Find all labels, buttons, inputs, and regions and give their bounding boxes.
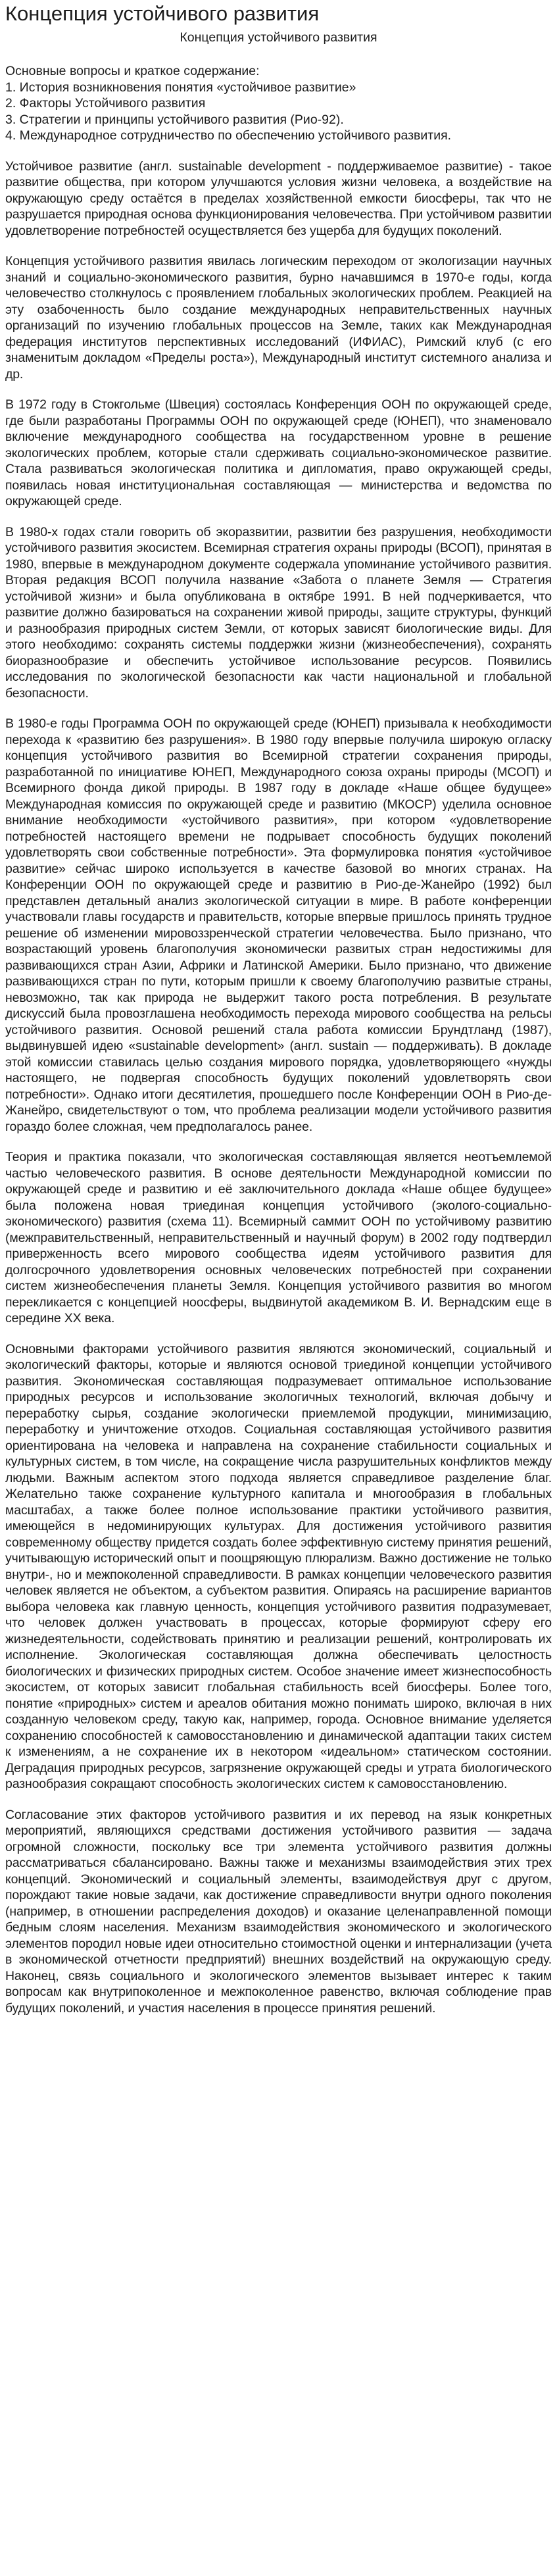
paragraph-coordination: Согласование этих факторов устойчивого развития и их перевод на язык конкретных мероприятий, являющихся средствами достижения устойчивого развития — задача огромной сложности, поскольку все три элемента устойчивого развития должны рассматриваться сбалансировано. Важны также и механизмы взаимодействия этих трех концепций. Экономический и социальный элементы, взаимодействуя друг с другом, порождают такие новые задачи, как достижение справедливости внутри одного поколения (например, в отношении распределения доходов) и оказание целенаправленной помощи бедным слоям населения. Механизм взаимодействия экономического и экологического элементов породил новые идеи относительно стоимостной оценки и интернализации (учета в экономической отчетности предприятий) внешних воздействий на окружающую среду. Наконец, связь социального и экологического элементов вызывает интерес к таким вопросам как внутрипоколенное и межпоколенное равенство, включая соблюдение прав будущих поколений, и участия населения в процессе принятия решений.: [5, 1807, 552, 2016]
toc-item-1: 1. История возникновения понятия «устойчивое развитие»: [5, 80, 356, 95]
toc-item-2: 2. Факторы Устойчивого развития: [5, 96, 206, 111]
paragraph-definition: Устойчивое развитие (англ. sustainable development - поддерживаемое развитие) - такое развитие общества, при котором улучшаются условия жизни человека, а воздействие на окружающую среду остаётся в пределах хозяйственной емкости биосферы, так что не разрушается природная основа функционирования человечества. При устойчивом развитии удовлетворение потребностей осуществляется без ущерба для будущих поколений.: [5, 159, 552, 238]
page-title: Концепция устойчивого развития: [5, 2, 320, 25]
paragraph-1980s-strategy: В 1980-х годах стали говорить об экоразвитии, развитии без разрушения, необходимости устойчивого развития экосистем. Всемирная стратегия охраны природы (ВСОП), принятая в 1980, впервые в международном документе содержала упоминание устойчивого развития. Вторая редакция ВСОП получила название «Забота о планете Земля — Стратегия устойчивой жизни» и была опубликована в октябре 1991. В ней подчеркивается, что развитие должно базироваться на сохранении живой природы, защите структуры, функций и разнообразия природных систем Земли, от которых зависят биологические виды. Для этого необходимо: сохранять системы поддержки жизни (жизнеобеспечения), сохранять биоразнообразие и обеспечить устойчивое использование ресурсов. Появились исследования по экологической безопасности как части национальной и глобальной безопасности.: [5, 524, 552, 701]
toc-item-3: 3. Стратегии и принципы устойчивого развития (Рио-92).: [5, 112, 344, 127]
paragraph-stockholm-1972: В 1972 году в Стокгольме (Швеция) состоялась Конференция ООН по окружающей среде, где были разработаны Программы ООН по окружающей среде (ЮНЕП), что знаменовало включение международного сообщества на государственном уровне в решение экологических проблем, которые стали сдерживать социально-экономическое развитие. Стала развиваться экологическая политика и дипломатия, право окружающей среды, появилась новая институциональная составляющая — министерства и ведомства по окружающей среде.: [5, 397, 552, 508]
toc-list: [5, 80, 552, 144]
paragraph-concept-origin: Концепция устойчивого развития явилась логическим переходом от экологизации научных знаний и социально-экономического развития, бурно начавшимся в 1970-е годы, когда человечество столкнулось с проявлением глобальных экологических проблем. Реакцией на эту озабоченность было создание международных неправительственных научных организаций по изучению глобальных процессов на Земле, таких как Международная федерация институтов перспективных исследований (ИФИАС), Римский клуб (с его знаменитым докладом «Пределы роста»), Международный институт системного анализа и др.: [5, 254, 552, 382]
paragraph-unep-rio: В 1980-е годы Программа ООН по окружающей среде (ЮНЕП) призывала к необходимости перехода к «развитию без разрушения». В 1980 году впервые получила широкую огласку концепция устойчивого развития во Всемирной стратегии сохранения природы, разработанной по инициативе ЮНЕП, Международного союза охраны природы (МСОП) и Всемирного фонда дикой природы. В 1987 году в докладе «Наше общее будущее» Международная комиссия по окружающей среде и развитию (МКОСР) уделила основное внимание необходимости «устойчивого развития», при котором «удовлетворение потребностей настоящего времени не подрывает способность будущих поколений удовлетворять свои собственные потребности». Эта формулировка понятия «устойчивое развитие» сейчас широко используется в качестве базовой во многих странах. На Конференции ООН по окружающей среде и развитию в Рио-де-Жанейро (1992) был представлен детальный анализ экологической ситуации в мире. В работе конференции участвовали главы государств и правительств, которые впервые пришлось принять трудное решение об изменении мировоззренческой стратегии человечества. Было признано, что возрастающий уровень благополучия экономически развитых стран недостижимы для развивающихся стран Азии, Африки и Латинской Америки. Было признано, что движение развивающихся стран по пути, которым пришли к своему благополучию развитые страны, невозможно, так как природа не выдержит такого роста потребления. В результате дискуссий была провозглашена необходимость перехода мирового сообщества на рельсы устойчивого развития. Основой решений стала работа комиссии Брундтланд (1987), выдвинувшей идею «sustainable development» (англ. sustain — поддерживать). В докладе этой комиссии ставилась целью создания мирового порядка, удовлетворяющего «нужды настоящего, не подвергая способность будущих поколений удовлетворять свои потребности». Однако итоги десятилетия, прошедшего после Конференции ООН в Рио-де-Жанейро, свидетельствуют о том, что проблема реализации модели устойчивого развития гораздо более сложная, чем предполагалось ранее.: [5, 716, 552, 1134]
paragraph-factors: Основными факторами устойчивого развития являются экономический, социальный и экологический факторы, которые и являются основой триединой концепции устойчивого развития. Экономическая составляющая подразумевает оптимальное использование природных ресурсов и использование экологичных технологий, включая добычу и переработку сырья, создание экологически приемлемой продукции, минимизацию, переработку и уничтожение отходов. Социальная составляющая устойчивого развития ориентирована на человека и направлена на сохранение стабильности социальных и культурных систем, в том числе, на сокращение числа разрушительных конфликтов между людьми. Важным аспектом этого подхода является справедливое разделение благ. Желательно также сохранение культурного капитала и многообразия в глобальных масштабах, а также более полное использование практики устойчивого развития, имеющейся в недоминирующих культурах. Для достижения устойчивого развития современному обществу придется создать более эффективную систему принятия решений, учитывающую исторический опыт и поощряющую плюрализм. Важно достижение не только внутри-, но и межпоколенной справедливости. В рамках концепции человеческого развития человек является не объектом, а субъектом развития. Опираясь на расширение вариантов выбора человека как главную ценность, концепция устойчивого развития подразумевает, что человек должен участвовать в процессах, которые формируют сферу его жизнедеятельности, содействовать принятию и реализации решений, контролировать их исполнение. Экологическая составляющая должна обеспечивать целостность биологических и физических природных систем. Особое значение имеет жизнеспособность экосистем, от которых зависит глобальная стабильность всей биосферы. Более того, понятие «природных» систем и ареалов обитания можно понимать широко, включая в них созданную человеком среду, такую как, например, города. Основное внимание уделяется сохранению способностей к самовосстановлению и динамической адаптации таких систем к изменениям, а не сохранение их в некотором «идеальном» статическом состоянии. Деградация природных ресурсов, загрязнение окружающей среды и утрата биологического разнообразия сокращают способность экологических систем к самовосстановлению.: [5, 1341, 552, 1791]
toc-label: Основные вопросы и краткое содержание:: [5, 64, 260, 78]
section-subtitle: Концепция устойчивого развития: [180, 30, 377, 45]
toc-item-4: 4. Международное сотрудничество по обеспечению устойчивого развития.: [5, 128, 452, 143]
document-page: [0, 1, 557, 2016]
paragraph-theory-practice: Теория и практика показали, что экологическая составляющая является неотъемлемой частью человеческого развития. В основе деятельности Международной комиссии по окружающей среде и развитию и её заключительного доклада «Наше общее будущее» была положена новая триединая концепция устойчивого (эколого-социально-экономического) развития (схема 11). Всемирный саммит ООН по устойчивому развитию (межправительственный, неправительственный и научный форум) в 2002 году подтвердил приверженность всего мирового сообщества идеям устойчивого развития для долгосрочного удовлетворения основных человеческих потребностей при сохранении систем жизнеобеспечения планеты Земля. Концепция устойчивого развития во многом перекликается с концепцией ноосферы, выдвинутой академиком В. И. Вернадским еще в середине XX века.: [5, 1150, 552, 1325]
